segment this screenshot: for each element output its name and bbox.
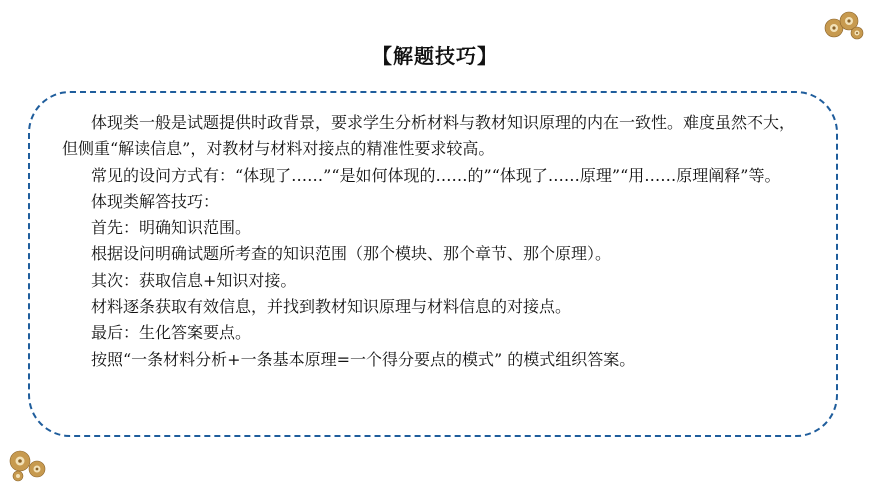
flower-cluster-icon (6, 448, 50, 482)
step-line: 其次：获取信息+知识对接。 (91, 270, 297, 290)
step-line: 最后：生化答案要点。 (91, 323, 252, 343)
step-line: 首先：明确知识范围。 (91, 218, 252, 238)
step-heading: 体现类解答技巧： (91, 191, 220, 211)
flower-cluster-icon (822, 8, 866, 44)
step-line: 材料逐条获取有效信息，并找到教材知识原理与材料信息的对接点。 (91, 297, 572, 317)
intro-paragraph: 体现类一般是试题提供时政背景，要求学生分析材料与教材知识原理的内在一致性。难度虽然不大，但侧重“解读信息”，对教材与材料对接点的精准性要求较高。 (62, 113, 796, 159)
step-line: 根据设问明确试题所考查的知识范围（那个模块、那个章节、那个原理）。 (91, 244, 612, 264)
page-title: 【解题技巧】 (372, 44, 498, 68)
step-line: 按照“一条材料分析+一条基本原理=一个得分要点的模式” 的模式组织答案。 (91, 349, 636, 369)
content-body (62, 110, 804, 373)
question-forms-paragraph: 常见的设问方式有：“体现了……”“是如何体现的……的”“体现了……原理”“用……原理阐释”等。 (91, 165, 781, 185)
